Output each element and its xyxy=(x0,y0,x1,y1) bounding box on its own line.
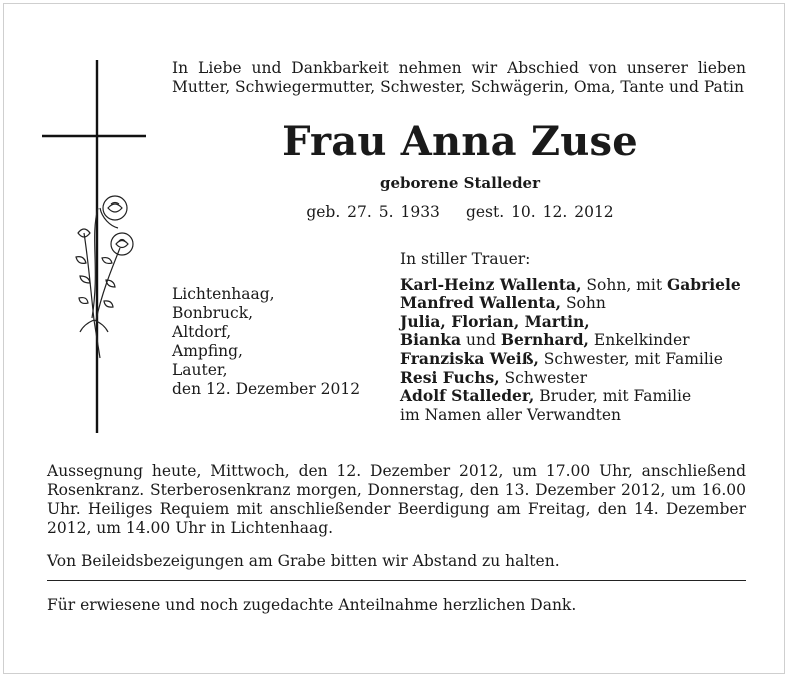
divider xyxy=(47,580,746,581)
deceased-name: Frau Anna Zuse xyxy=(282,118,638,165)
thanks-text: Für erwiesene und noch zugedachte Anteilnahme herzlichen Dank. xyxy=(47,596,577,614)
ceremony-details: Aussegnung heute, Mittwoch, den 12. Dezember 2012, um 17.00 Uhr, anschließend Rosenkranz. Sterberosenkranz morgen, Donnerstag, den 13. Dezember 2012, um 16.00 Uhr. Heiliges Requiem mit anschließender Beerdigung am Freitag, den 14. Dezember 2012, um 14.00 Uhr in Lichtenhaag. xyxy=(47,462,746,537)
mourner-line: Julia, Florian, Martin, xyxy=(400,311,590,331)
condolence-request: Von Beileidsbezeigungen am Grabe bitten wir Abstand zu halten. xyxy=(47,552,560,570)
birth-date: geb. 27. 5. 1933 xyxy=(306,203,440,221)
cross-with-roses-icon xyxy=(40,58,150,438)
place-line: Bonbruck, xyxy=(172,304,254,322)
mourner-line: Bianka und Bernhard, Enkelkinder xyxy=(400,330,690,350)
mourners-heading: In stiller Trauer: xyxy=(400,250,531,268)
mourner-line: im Namen aller Verwandten xyxy=(400,405,621,424)
place-line: Lichtenhaag, xyxy=(172,285,275,303)
place-line: Lauter, xyxy=(172,361,228,379)
mourners-block xyxy=(400,250,741,424)
mourner-line: Resi Fuchs, Schwester xyxy=(400,367,588,387)
mourner-line: Manfred Wallenta, Sohn xyxy=(400,293,606,313)
mourner-line: Karl-Heinz Wallenta, Sohn, mit Gabriele xyxy=(400,274,741,294)
place-date-line: den 12. Dezember 2012 xyxy=(172,380,361,398)
place-line: Ampfing, xyxy=(172,342,243,360)
death-date: gest. 10. 12. 2012 xyxy=(465,203,614,221)
life-dates xyxy=(160,203,760,221)
intro-text: In Liebe und Dankbarkeit nehmen wir Abschied von unserer lieben Mutter, Schwiegermutter, Schwester, Schwägerin, Oma, Tante und Patin xyxy=(172,59,746,96)
place-line: Altdorf, xyxy=(172,323,232,341)
mourner-line: Adolf Stalleder, Bruder, mit Familie xyxy=(400,386,692,406)
maiden-name: geborene Stalleder xyxy=(380,174,540,192)
mourner-line: Franziska Weiß, Schwester, mit Familie xyxy=(400,348,723,368)
places-block xyxy=(172,285,360,399)
